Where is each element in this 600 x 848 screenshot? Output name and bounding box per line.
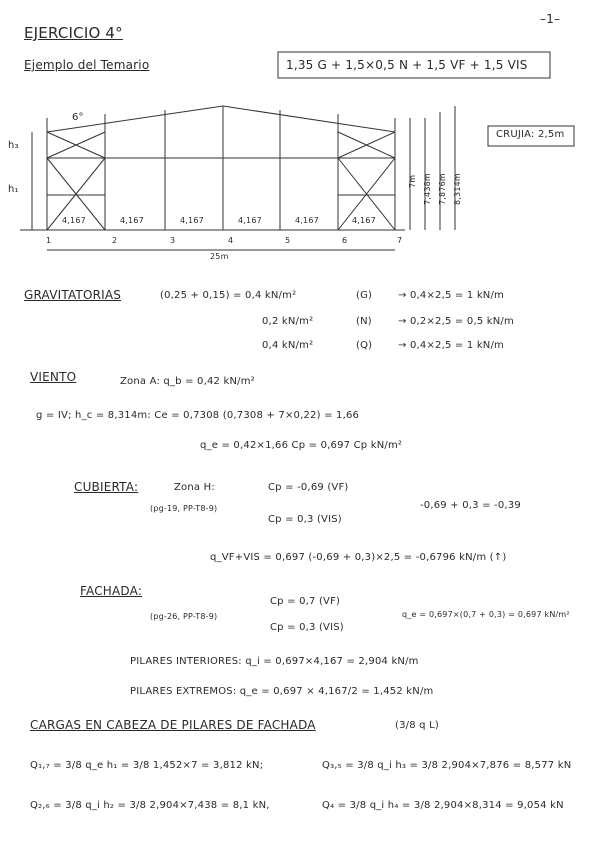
cubierta-cp2: Cp = 0,3 (VIS)	[268, 514, 342, 525]
grav-line1-left: (0,25 + 0,15) = 0,4 kN/m²	[160, 290, 297, 301]
h3-label: h₃	[8, 140, 19, 151]
fachada-cp2: Cp = 0,3 (VIS)	[270, 622, 344, 633]
total-length: 25m	[210, 252, 229, 261]
fachada-ref: (pg-26, PP-T8-9)	[150, 612, 218, 621]
grav-line3-right: → 0,4×2,5 = 1 kN/m	[398, 340, 505, 351]
fachada-label: FACHADA:	[80, 584, 143, 598]
column-label-4: 4	[228, 236, 234, 245]
span-1: 4,167	[62, 216, 86, 225]
h1-label: h₁	[8, 184, 19, 195]
column-label-3: 3	[170, 236, 176, 245]
roof-angle: 6°	[72, 112, 84, 123]
span-4: 4,167	[238, 216, 262, 225]
viento-label: VIENTO	[30, 370, 77, 384]
q4: Q₄ = 3/8 q_i h₄ = 3/8 2,904×8,314 = 9,054 kN	[322, 800, 564, 811]
cargas-label: CARGAS EN CABEZA DE PILARES DE FACHADA	[30, 718, 316, 732]
grav-line3-left: 0,4 kN/m²	[262, 340, 314, 351]
viento-zona: Zona A: q_b = 0,42 kN/m²	[120, 376, 255, 387]
height-2: 7,438m	[423, 173, 432, 205]
grav-line2-left: 0,2 kN/m²	[262, 316, 314, 327]
span-2: 4,167	[120, 216, 144, 225]
height-4: 8,314m	[453, 173, 462, 205]
column-label-6: 6	[342, 236, 348, 245]
pilares-extremos: PILARES EXTREMOS: q_e = 0,697 × 4,167/2 = 1,452 kN/m	[130, 686, 434, 697]
cubierta-label: CUBIERTA:	[74, 480, 139, 494]
grav-line2-type: (N)	[356, 316, 372, 327]
span-5: 4,167	[295, 216, 319, 225]
load-combination: 1,35 G + 1,5×0,5 N + 1,5 VF + 1,5 VIS	[286, 58, 528, 72]
column-label-7: 7	[397, 236, 403, 245]
exercise-title: EJERCICIO 4°	[24, 24, 123, 42]
grav-line1-right: → 0,4×2,5 = 1 kN/m	[398, 290, 505, 301]
cubierta-zona: Zona H:	[174, 482, 215, 493]
height-1: 7m	[408, 174, 417, 188]
gravitatorias-label: GRAVITATORIAS	[24, 288, 122, 302]
cubierta-q: q_VF+VIS = 0,697 (-0,69 + 0,3)×2,5 = -0,6796 kN/m (↑)	[210, 552, 507, 563]
q17: Q₁,₇ = 3/8 q_e h₁ = 3/8 1,452×7 = 3,812 kN;	[30, 760, 264, 771]
grav-line3-type: (Q)	[356, 340, 373, 351]
crujia-label: CRUJIA: 2,5m	[496, 129, 565, 140]
q26: Q₂,₆ = 3/8 q_i h₂ = 3/8 2,904×7,438 = 8,1 kN,	[30, 800, 270, 811]
pilares-interiores: PILARES INTERIORES: q_i = 0,697×4,167 = 2,904 kN/m	[130, 656, 419, 667]
page-number: –1–	[540, 12, 561, 26]
cubierta-cp1: Cp = -0,69 (VF)	[268, 482, 349, 493]
viento-qe: q_e = 0,42×1,66 Cp = 0,697 Cp kN/m²	[200, 440, 403, 451]
fachada-cp1: Cp = 0,7 (VF)	[270, 596, 341, 607]
column-label-1: 1	[46, 236, 52, 245]
column-label-5: 5	[285, 236, 291, 245]
cargas-formula: (3/8 q L)	[395, 720, 439, 731]
span-3: 4,167	[180, 216, 204, 225]
cubierta-ref: (pg-19, PP-T8-9)	[150, 504, 218, 513]
cubierta-sum: -0,69 + 0,3 = -0,39	[420, 500, 521, 511]
fachada-qe: q_e = 0,697×(0,7 + 0,3) = 0,697 kN/m²	[402, 610, 570, 619]
roof-line	[47, 106, 395, 132]
grav-line2-right: → 0,2×2,5 = 0,5 kN/m	[398, 316, 514, 327]
q35: Q₃,₅ = 3/8 q_i h₃ = 3/8 2,904×7,876 = 8,577 kN	[322, 760, 572, 771]
height-3: 7,876m	[438, 173, 447, 205]
viento-ce: g = IV; h_c = 8,314m: Ce = 0,7308 (0,7308 + 7×0,22) = 1,66	[36, 410, 360, 421]
column-label-2: 2	[112, 236, 118, 245]
span-6: 4,167	[352, 216, 376, 225]
grav-line1-type: (G)	[356, 290, 373, 301]
exercise-subtitle: Ejemplo del Temario	[24, 58, 150, 72]
